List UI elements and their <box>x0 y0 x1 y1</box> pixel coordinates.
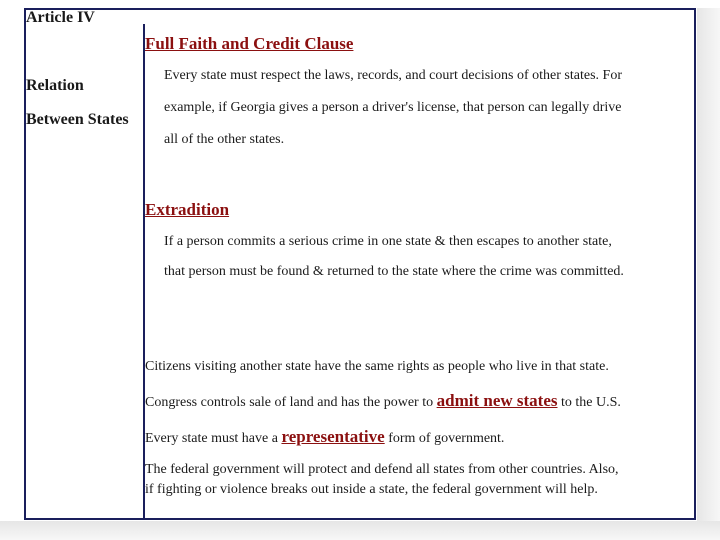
rights-line: Citizens visiting another state have the same rights as people who live in that state. <box>145 359 609 374</box>
federal-line-1: The federal government will protect and defend all states from other countries. Also, <box>145 462 619 477</box>
full-faith-line-1: Every state must respect the laws, records, and court decisions of other states. For <box>164 68 622 83</box>
congress-line <box>145 391 621 411</box>
article-label: Article IV <box>26 9 95 26</box>
federal-line-2: if fighting or violence breaks out inside a state, the federal government will help. <box>145 482 598 497</box>
congress-line-highlight: admit new states <box>436 391 558 410</box>
extradition-line-2: that person must be found & returned to the state where the crime was committed. <box>164 264 624 279</box>
bottom-shadow <box>0 521 720 540</box>
government-line <box>145 427 504 447</box>
government-line-highlight: representative <box>281 427 385 446</box>
full-faith-line-2: example, if Georgia gives a person a driver's license, that person can legally drive <box>164 100 622 115</box>
sidebar-relation: Relation <box>26 77 84 94</box>
congress-line-after: to the U.S. <box>557 395 621 410</box>
congress-line-before: Congress controls sale of land and has the power to <box>145 395 437 410</box>
full-faith-line-3: all of the other states. <box>164 132 285 147</box>
full-faith-heading: Full Faith and Credit Clause <box>145 34 354 53</box>
government-line-before: Every state must have a <box>145 431 282 446</box>
extradition-line-1: If a person commits a serious crime in one state & then escapes to another state, <box>164 234 612 249</box>
extradition-heading: Extradition <box>145 200 230 219</box>
sidebar-between-states: Between States <box>26 111 129 128</box>
government-line-after: form of government. <box>384 431 505 446</box>
right-shadow <box>697 8 720 540</box>
